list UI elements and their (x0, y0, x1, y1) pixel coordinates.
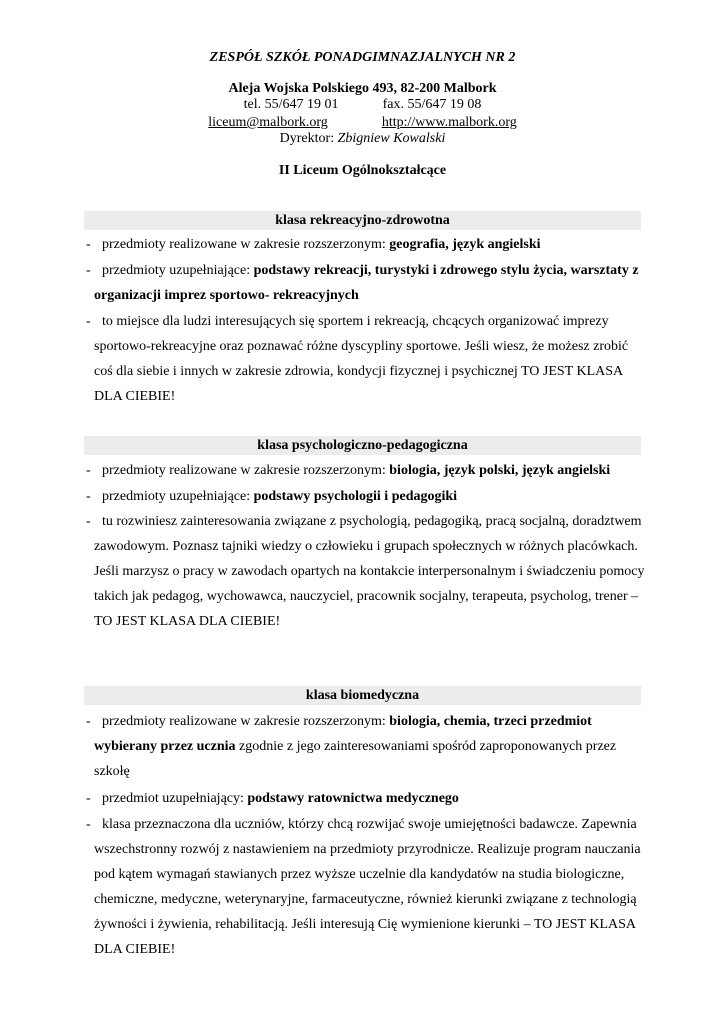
list-item: - przedmioty realizowane w zakresie rozszerzonym: biologia, język polski, język angielski (86, 463, 611, 478)
list-item: - przedmioty uzupełniające: podstawy rekreacji, turystyki i zdrowego stylu życia, warsztaty z organizacji imprez sportowo- rekreacyjnych (86, 263, 639, 303)
contact-line (0, 97, 725, 113)
director-label: Dyrektor: (279, 131, 335, 146)
list-item: - przedmioty uzupełniające: podstawy psychologii i pedagogiki (86, 489, 458, 504)
fax-number: fax. 55/647 19 08 (382, 97, 482, 112)
list-item: - klasa przeznaczona dla uczniów, którzy chcą rozwijać swoje umiejętności badawcze. Zapewnia wszechstronny rozwój z nastawieniem na przedmioty przyrodnicze. Realizuje program nauczania pod kątem wymagań stawianych przez wyższe uczelnie dla kandydatów na studia biologiczne, chemiczne, medyczne, weterynaryjne, farmaceutyczne, również kierunki związane z technologią żywności i żywienia, rehabilitacją. Jeśli interesują Cię wymienione kierunki – TO JEST KLASA DLA CIEBIE! (86, 817, 641, 957)
school-address: Aleja Wojska Polskiego 493, 82-200 Malbork (228, 81, 497, 96)
section-title-biomedyczna: klasa biomedyczna (84, 686, 641, 705)
list-item: - przedmioty realizowane w zakresie rozszerzonym: geografia, język angielski (86, 237, 541, 252)
list-item: - tu rozwiniesz zainteresowania związane z psychologią, pedagogiką, pracą socjalną, doradztwem zawodowym. Poznasz tajniki wiedzy o człowieku i grupach społecznych w różnych placówkach. Jeśli marzysz o pracy w zawodach opartych na kontakcie interpersonalnym i świadczeniu pomocy takich jak pedagog, wychowawca, nauczyciel, pracownik socjalny, terapeuta, psycholog, trener – TO JEST KLASA DLA CIEBIE! (86, 514, 645, 629)
school-type: II Liceum Ogólnokształcące (278, 163, 447, 178)
list-item: - to miejsce dla ludzi interesujących się sportem i rekreacją, chcących organizować imprezy sportowo-rekreacyjne oraz poznawać różne dyscypliny sportowe. Jeśli wiesz, że możesz zrobić coś dla siebie i innych w zakresie zdrowia, kondycji fizycznej i psychicznej TO JEST KLASA DLA CIEBIE! (86, 314, 629, 404)
email-link[interactable]: liceum@malbork.org (208, 115, 328, 130)
section-title-rekreacyjno-zdrowotna: klasa rekreacyjno-zdrowotna (84, 211, 641, 230)
director-line (0, 131, 725, 147)
section-title-psychologiczno-pedagogiczna: klasa psychologiczno-pedagogiczna (84, 436, 641, 455)
list-item: - przedmiot uzupełniający: podstawy ratownictwa medycznego (86, 791, 459, 806)
links-line (0, 115, 725, 131)
website-link[interactable]: http://www.malbork.org (381, 115, 517, 130)
director-name: Zbigniew Kowalski (337, 131, 446, 146)
school-name: ZESPÓŁ SZKÓŁ PONADGIMNAZJALNYCH NR 2 (209, 50, 516, 65)
phone-number: tel. 55/647 19 01 (243, 97, 339, 112)
list-item: - przedmioty realizowane w zakresie rozszerzonym: biologia, chemia, trzeci przedmiot wybierany przez ucznia zgodnie z jego zainteresowaniami spośród zaproponowanych przez szkołę (86, 714, 617, 779)
